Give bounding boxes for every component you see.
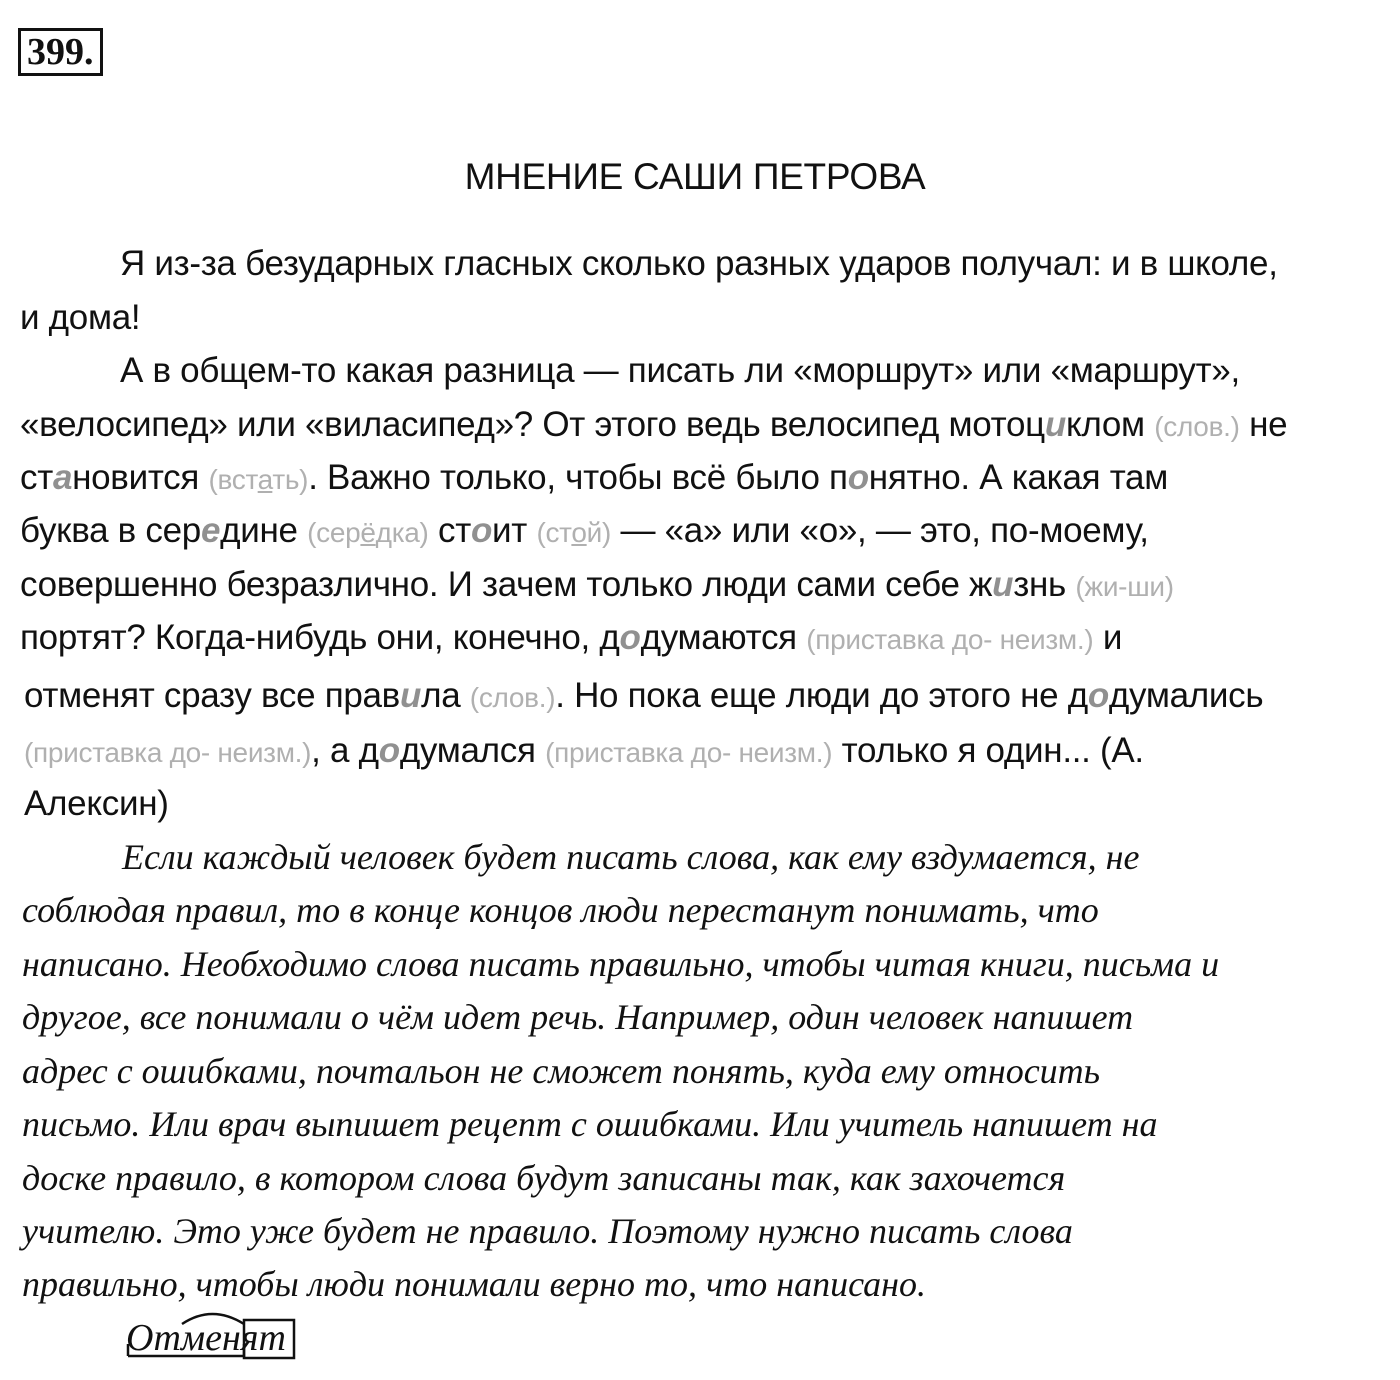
answer-line: написано. Необходимо слова писать правильно, чтобы читая книги, письма и	[22, 944, 1220, 984]
spelling-note: (приставка до- неизм.)	[24, 737, 312, 768]
spelling-note: (слов.)	[1154, 411, 1240, 442]
text-line: «велосипед» или «виласипед»? От этого ведь велосипед мотоциклом (слов.) не	[20, 405, 1288, 444]
answer-line: правильно, чтобы люди понимали верно то, что написано.	[22, 1264, 926, 1304]
spelling-note: (слов.)	[469, 682, 556, 713]
spelling-note: (стой)	[536, 517, 612, 548]
highlighted-vowel: е	[200, 511, 221, 550]
exercise-number: 399.	[18, 28, 103, 76]
answer-line: другое, все понимали о чём идет речь. Например, один человек напишет	[22, 997, 1134, 1037]
highlighted-vowel: а	[52, 458, 73, 497]
word-parse	[120, 1308, 310, 1368]
highlighted-vowel: о	[1087, 676, 1109, 715]
text-line: (приставка до- неизм.), а додумался (приставка до- неизм.) только я один... (А.	[24, 731, 1144, 770]
parsed-word: Отменят	[126, 1317, 286, 1359]
text-line: Алексин)	[24, 784, 169, 823]
highlighted-vowel: о	[847, 458, 869, 497]
highlighted-vowel: и	[1044, 405, 1066, 444]
spelling-note: (серёдка)	[307, 517, 429, 548]
highlighted-vowel: о	[619, 618, 641, 657]
text-line: буква в середине (серёдка) стоит (стой) — «а» или «о», — это, по-моему,	[20, 511, 1149, 550]
answer-line: адрес с ошибками, почтальон не сможет понять, куда ему относить	[22, 1051, 1101, 1091]
highlighted-vowel: о	[378, 731, 400, 770]
text-line: портят? Когда-нибудь они, конечно, додумаются (приставка до- неизм.) и	[20, 618, 1123, 657]
morpheme-marks	[120, 1308, 310, 1368]
highlighted-vowel: и	[399, 676, 422, 715]
spelling-note: (жи-ши)	[1075, 571, 1174, 602]
answer-line: письмо. Или врач выпишет рецепт с ошибками. Или учитель напишет на	[22, 1104, 1158, 1144]
text-line: Я из-за безударных гласных сколько разных ударов получал: и в школе,	[120, 244, 1278, 283]
answer-line: Если каждый человек будет писать слова, как ему вздумается, не	[122, 837, 1140, 877]
text-line: и дома!	[20, 298, 141, 337]
text-line: отменят сразу все правила (слов.). Но пока еще люди до этого не додумались	[24, 676, 1264, 715]
spelling-note: (встать)	[208, 464, 309, 495]
highlighted-vowel: и	[992, 565, 1014, 604]
spelling-note: (приставка до- неизм.)	[545, 737, 833, 768]
text-line: А в общем-то какая разница — писать ли «моршрут» или «маршрут»,	[120, 351, 1240, 390]
answer-line: доске правило, в котором слова будут записаны так, как захочется	[22, 1158, 1066, 1198]
spelling-note: (приставка до- неизм.)	[806, 624, 1094, 655]
answer-line: учителю. Это уже будет не правило. Поэтому нужно писать слова	[22, 1211, 1073, 1251]
text-title: МНЕНИЕ САШИ ПЕТРОВА	[464, 156, 926, 197]
answer-line: соблюдая правил, то в конце концов люди перестанут понимать, что	[22, 890, 1099, 930]
text-line: становится (встать). Важно только, чтобы всё было понятно. А какая там	[20, 458, 1168, 497]
highlighted-vowel: о	[470, 511, 493, 550]
text-line: совершенно безразлично. И зачем только люди сами себе жизнь (жи-ши)	[20, 565, 1174, 604]
